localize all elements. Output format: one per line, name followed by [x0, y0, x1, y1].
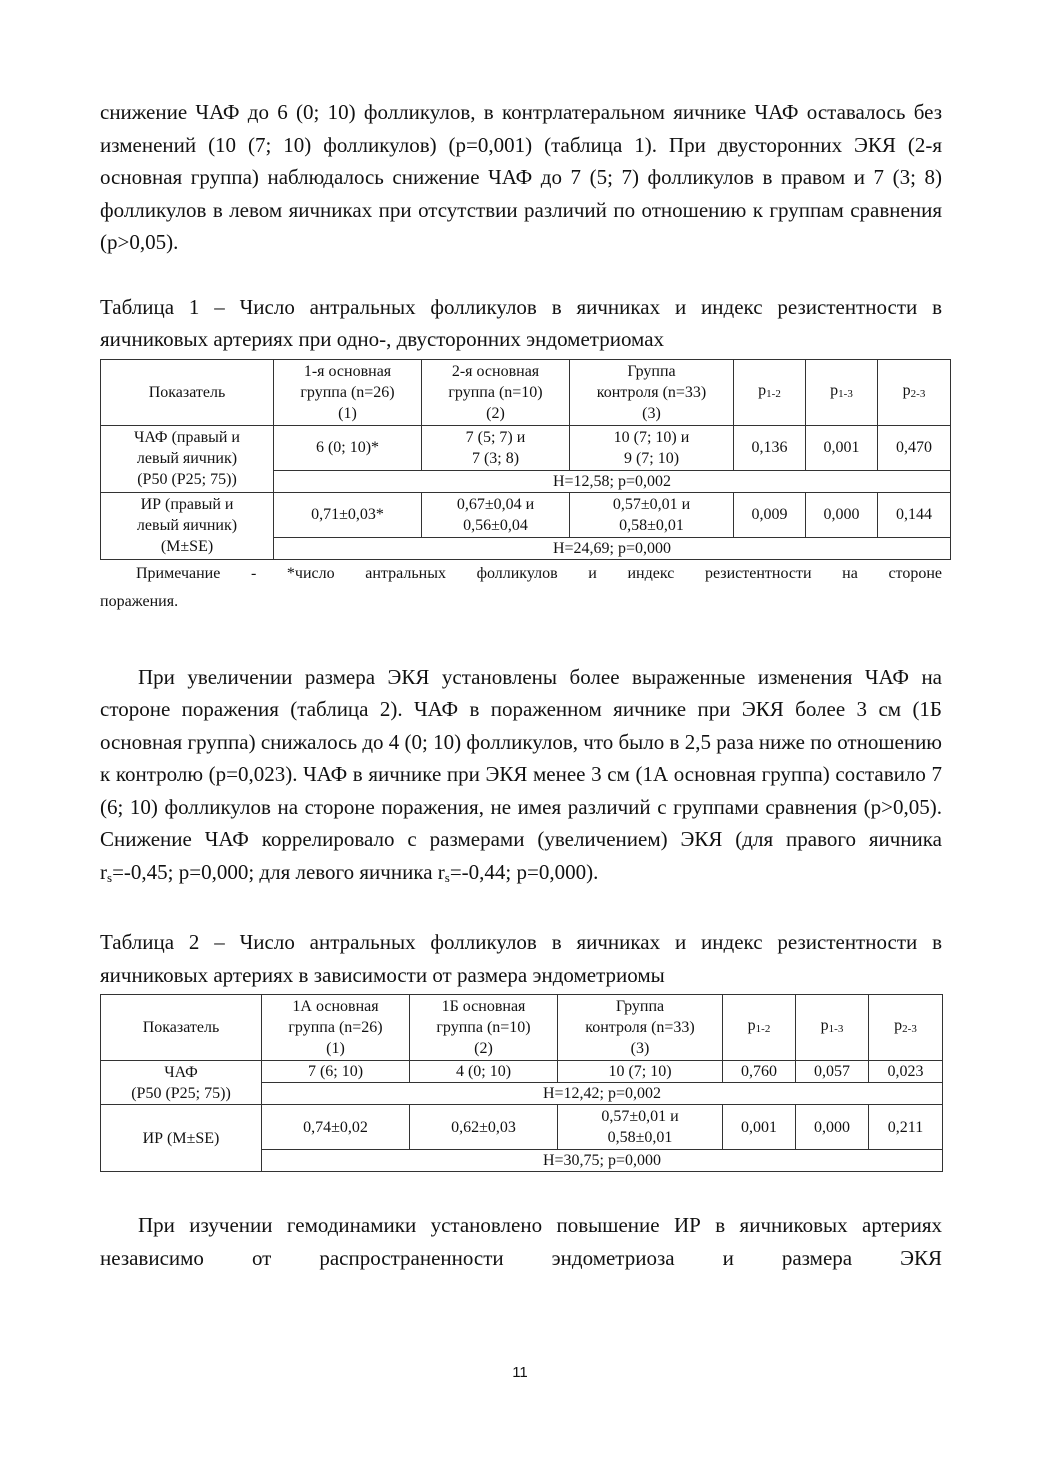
cell-p13: 0,057 [796, 1061, 869, 1083]
header-indicator: Показатель [101, 359, 274, 425]
table-2 [100, 994, 943, 1172]
row-label: ЧАФ (P50 (P25; 75)) [101, 1061, 262, 1105]
table-row [101, 425, 951, 470]
cell-p12: 0,760 [723, 1061, 796, 1083]
cell-g1: 0,74±0,02 [262, 1105, 410, 1150]
table-2-header-row [101, 995, 943, 1061]
header-p13: $p_{1-3}$ [806, 359, 878, 425]
cell-p23: 0,211 [869, 1105, 943, 1150]
header-p23: $p_{2-3}$ [878, 359, 951, 425]
cell-g3: 0,57±0,01 и 0,58±0,01 [570, 492, 734, 537]
table-row [101, 1061, 943, 1083]
cell-g3: 10 (7; 10) и 9 (7; 10) [570, 425, 734, 470]
cell-g2: 4 (0; 10) [410, 1061, 558, 1083]
header-group-1: 1-я основная группа (n=26) (1) [274, 359, 422, 425]
cell-g3: 10 (7; 10) [558, 1061, 723, 1083]
cell-h-stat: H=12,42; p=0,002 [262, 1083, 943, 1105]
cell-g3: 0,57±0,01 и 0,58±0,01 [558, 1105, 723, 1150]
page-number: 11 [512, 1364, 528, 1381]
row-label: ИР (M±SE) [101, 1105, 262, 1172]
row-label: ЧАФ (правый и левый яичник) (P50 (P25; 75)) [101, 425, 274, 492]
row-label: ИР (правый и левый яичник) (M±SE) [101, 492, 274, 559]
cell-g1: 0,71±0,03* [274, 492, 422, 537]
cell-p23: 0,023 [869, 1061, 943, 1083]
cell-p23: 0,470 [878, 425, 951, 470]
table-1-caption: Таблица 1 – Число антральных фолликулов в яичниках и индекс резистентности в яичниковых артериях при одно-, двусторонних эндометриомах [100, 294, 942, 351]
cell-p12: 0,009 [734, 492, 806, 537]
cell-g1: 6 (0; 10)* [274, 425, 422, 470]
header-indicator: Показатель [101, 995, 262, 1061]
cell-g1: 7 (6; 10) [262, 1061, 410, 1083]
document-page [100, 96, 942, 1274]
header-group-2: 1Б основная группа (n=10) (2) [410, 995, 558, 1061]
cell-p12: 0,001 [723, 1105, 796, 1150]
cell-g2: 0,67±0,04 и 0,56±0,04 [422, 492, 570, 537]
table-1 [100, 359, 951, 560]
paragraph-3: При изучении гемодинамики установлено повышение ИР в яичниковых артериях независимо от распространенности эндометриоза и размера ЭКЯ [100, 1213, 942, 1270]
header-p12: $p_{1-2}$ [734, 359, 806, 425]
cell-g2: 0,62±0,03 [410, 1105, 558, 1150]
header-p12: $p_{1-2}$ [723, 995, 796, 1061]
header-group-2: 2-я основная группа (n=10) (2) [422, 359, 570, 425]
table-2-caption: Таблица 2 – Число антральных фолликулов в яичниках и индекс резистентности в яичниковых артериях в зависимости от размера эндометриомы [100, 930, 942, 987]
paragraph-1: снижение ЧАФ до 6 (0; 10) фолликулов, в контрлатеральном яичнике ЧАФ оставалось без изменений (10 (7; 10) фолликулов) (p=0,001) (таблица 1). При двусторонних ЭКЯ (2-я основная группа) наблюдалось снижение ЧАФ до 7 (5; 7) фолликулов в правом и 7 (3; 8) фолликулов в левом яичниках при отсутствии различий по отношению к группам сравнения (p>0,05). [100, 100, 942, 254]
header-p23: $p_{2-3}$ [869, 995, 943, 1061]
table-1-header-row [101, 359, 951, 425]
cell-h-stat: H=24,69; p=0,000 [274, 537, 951, 559]
cell-h-stat: H=30,75; p=0,000 [262, 1150, 943, 1172]
table-row [101, 492, 951, 537]
table-row [101, 1105, 943, 1150]
header-group-3: Группа контроля (n=33) (3) [570, 359, 734, 425]
cell-p13: 0,001 [806, 425, 878, 470]
header-p13: $p_{1-3}$ [796, 995, 869, 1061]
paragraph-2: При увеличении размера ЭКЯ установлены более выраженные изменения ЧАФ на стороне поражения (таблица 2). ЧАФ в пораженном яичнике при ЭКЯ более 3 см (1Б основная группа) снижалось до 4 (0; 10) фолликулов, что было в 2,5 раза ниже по отношению к контролю (p=0,023). ЧАФ в яичнике при ЭКЯ менее 3 см (1А основная группа) составило 7 (6; 10) фолликулов на стороне поражения, не имея различий с группами сравнения (p>0,05). Снижение ЧАФ коррелировало с размерами (увеличением) ЭКЯ (для правого яичника $r_s=-0,45$; p=0,000; для левого яичника $r_s=-0,44$; p=0,000). [100, 664, 942, 885]
cell-p23: 0,144 [878, 492, 951, 537]
cell-p13: 0,000 [796, 1105, 869, 1150]
cell-g2: 7 (5; 7) и 7 (3; 8) [422, 425, 570, 470]
cell-p13: 0,000 [806, 492, 878, 537]
header-group-3: Группа контроля (n=33) (3) [558, 995, 723, 1061]
cell-p12: 0,136 [734, 425, 806, 470]
table-1-note: Примечание - *число антральных фолликулов и индекс резистентности на стороне поражения. [100, 564, 942, 610]
header-group-1: 1А основная группа (n=26) (1) [262, 995, 410, 1061]
cell-h-stat: H=12,58; p=0,002 [274, 470, 951, 492]
